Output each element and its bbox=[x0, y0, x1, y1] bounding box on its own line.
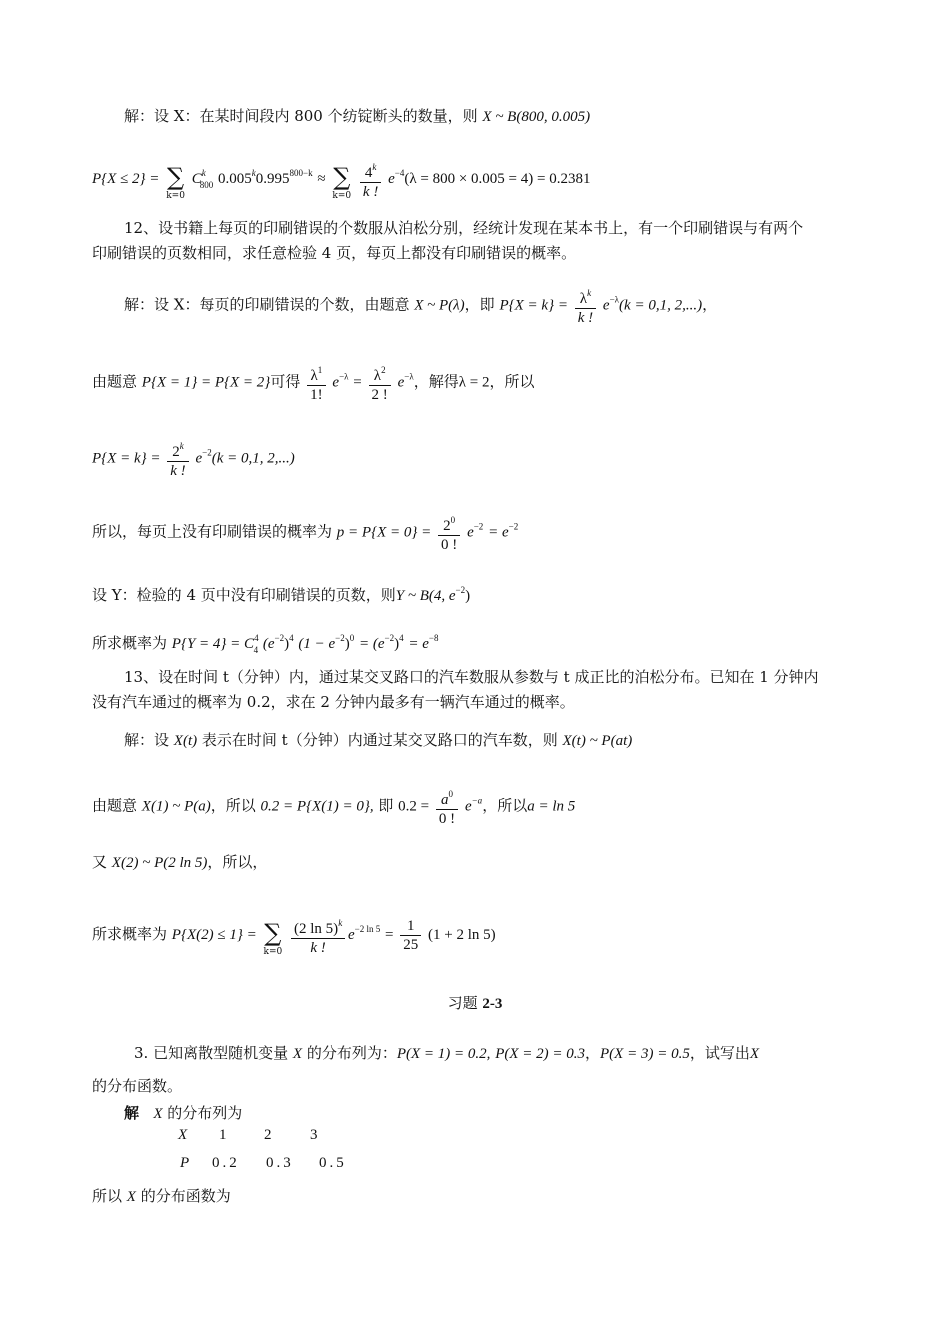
p3-final-line: 所以 X 的分布函数为 bbox=[92, 1187, 231, 1205]
p11-equation: P{X ≤ 2} = ∑ k=0 $C^k_{800}$ $0.005^k0.995^{800-k}$ ≈ ∑ k=0 $\frac{4^k}{k !}$ $e^{-4}(\lambda = 800 \times 0.005 = 4) = 0.2381$ bbox=[92, 156, 892, 202]
sum-symbol: ∑ k=0 bbox=[166, 163, 185, 201]
p11-fraction: $\frac{4^k}{k !}$ bbox=[360, 158, 381, 201]
p13-solution-line1: 解：设 X(t) 表示在时间 t（分钟）内通过某交叉路口的汽车数，则 X(t) ~ P(at) bbox=[124, 731, 633, 749]
p3-statement-line2: 的分布函数。 bbox=[92, 1077, 183, 1095]
p12-solution-line2: 由题意 P{X = 1} = P{X = 2}可得 $\frac{\lambda^1}{1!}$ $e^{-\lambda}$ = $\frac{\lambda^2}{2 !}$ $e^{-\lambda}$，解得λ = 2，所以 bbox=[92, 361, 892, 404]
p12-solution-line6: 所求概率为 $P\{Y = 4\} = C^4_4$ $(e^{-2})^4$ $(1 - e^{-2})^0 = (e^{-2})^4 = e^{-8}$ bbox=[92, 633, 439, 655]
p13-statement-line1: 13、设在时间 t（分钟）内，通过某交叉路口的汽车数服从参数与 t 成正比的泊松分布。已知在 1 分钟内 bbox=[124, 668, 819, 686]
p3-solution-label: 解 X 的分布列为 bbox=[124, 1104, 243, 1122]
table-p-label: P bbox=[180, 1155, 190, 1171]
table-p-value: 0.2 bbox=[212, 1155, 240, 1171]
p12-statement-line2: 印刷错误的页数相同，求任意检验 4 页，每页上都没有印刷错误的概率。 bbox=[92, 244, 577, 262]
p13-solution-line3: 又 X(2) ~ P(2 ln 5)，所以， bbox=[92, 853, 268, 871]
table-x-value: 3 bbox=[310, 1127, 318, 1143]
p12-solution-line4: 所以，每页上没有印刷错误的概率为 p = P{X = 0} = $\frac{2^0}{0 !}$ $e^{-2} = e^{-2}$ bbox=[92, 511, 892, 554]
table-x-value: 1 bbox=[219, 1127, 227, 1143]
table-x-label: X bbox=[178, 1127, 188, 1143]
p11-dist: X ~ B(800, 0.005) bbox=[482, 109, 591, 125]
table-x-value: 2 bbox=[264, 1127, 272, 1143]
p11-solution-intro: 解：设 X：在某时间段内 800 个纺锭断头的数量，则 X ~ B(800, 0.005) bbox=[124, 107, 591, 125]
table-p-value: 0.3 bbox=[266, 1155, 294, 1171]
p13-statement-line2: 没有汽车通过的概率为 0.2，求在 2 分钟内最多有一辆汽车通过的概率。 bbox=[92, 693, 575, 711]
p12-statement-line1: 12、设书籍上每页的印刷错误的个数服从泊松分别，经统计发现在某本书上，有一个印刷错误与有两个 bbox=[124, 219, 804, 237]
p3-statement-line1: 3. 已知离散型随机变量 X 的分布列为：P(X = 1) = 0.2, P(X = 2) = 0.3，P(X = 3) = 0.5，试写出X bbox=[134, 1044, 760, 1062]
section-title: 习题 2-3 bbox=[447, 994, 503, 1012]
p13-solution-line2: 由题意 X(1) ~ P(a)，所以 0.2 = P{X(1) = 0}, 即 0.2 = $\frac{a^0}{0 !}$ $e^{-a}$，所以a = ln 5 bbox=[92, 785, 892, 828]
table-p-value: 0.5 bbox=[319, 1155, 347, 1171]
p12-solution-line5: 设 Y：检验的 4 页中没有印刷错误的页数，则Y ~ B(4, $e^{-2}$) bbox=[92, 585, 471, 604]
p13-solution-line4: 所求概率为 P{X(2) ≤ 1} = ∑ k=0 $\frac{(2 \ln 5)^k}{k !}$ $e^{-2 ln 5}$ = $\frac{1}{25}$ (1 + 2 ln 5) bbox=[92, 912, 892, 958]
p12-solution-line3: P{X = k} = $\frac{2^k}{k !}$ $e^{-2}(k = 0,1$, 2,...) bbox=[92, 437, 892, 480]
sum-symbol-2: ∑ k=0 bbox=[332, 163, 352, 201]
distribution-table bbox=[178, 1127, 398, 1177]
p12-solution-line1: 解：设 X：每页的印刷错误的个数，由题意 X ~ P(λ)，即 P{X = k} = $\frac{\lambda^k}{k !}$ $e^{-\lambda}(k = 0,1$, 2,...)， bbox=[124, 284, 924, 327]
